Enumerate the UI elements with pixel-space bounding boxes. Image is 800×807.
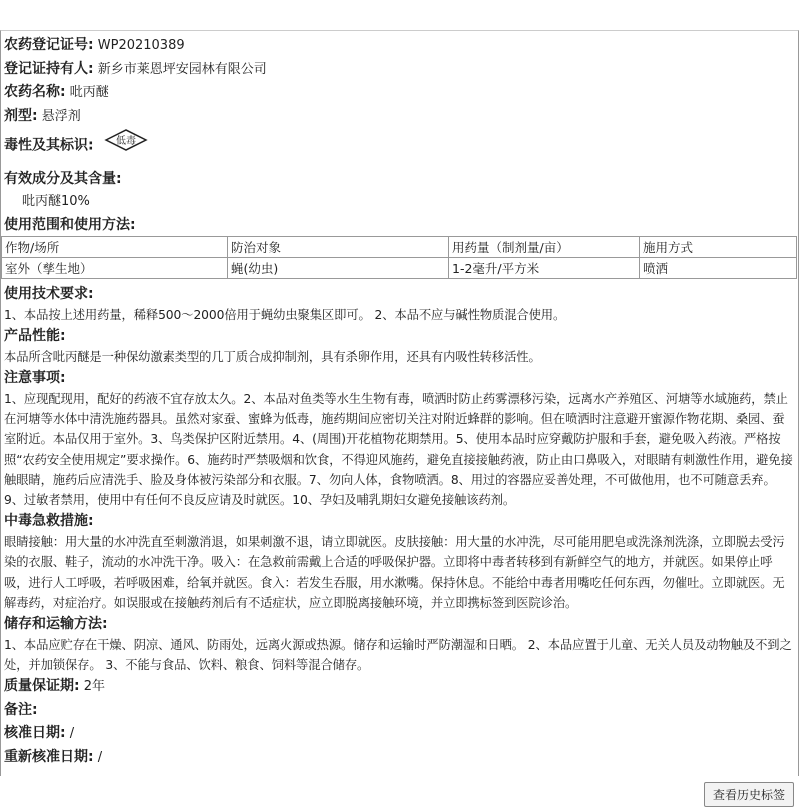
table-header-row: 作物/场所 防治对象 用药量（制剂量/亩） 施用方式 <box>2 236 797 257</box>
toxicity-row: 毒性及其标识: 低毒 <box>4 128 795 164</box>
name-row: 农药名称: 吡丙醚 <box>4 84 109 100</box>
view-history-label-button[interactable]: 查看历史标签 <box>704 782 794 807</box>
reapprove-row: 重新核准日期: / <box>4 748 103 765</box>
table-row: 室外（孳生地） 蝇(幼虫) 1-2毫升/平方米 喷洒 <box>2 257 797 278</box>
ingredient-value: 吡丙醚10% <box>22 193 90 209</box>
ingredient-row: 有效成分及其含量: <box>4 171 122 187</box>
section-text: 1、本品按上述用药量，稀释500～2000倍用于蝇幼虫聚集区即可。 2、本品不应与碱性物质混合使用。 <box>4 307 566 322</box>
section-text: 眼睛接触：用大量的水冲洗直至刺激消退，如果刺激不退，请立即就医。皮肤接触：用大量的水冲洗，尽可能用肥皂或洗涤剂洗涤，立即脱去受污染的衣服、鞋子，流动的水冲洗干净。吸入：在急救前需戴上合适的呼吸保护器。立即将中毒者转移到有新鲜空气的地方，并就医。如果停止呼吸，进行人工呼吸，若呼吸困难，给氧并就医。食入：若发生吞服，用水漱嘴。保持休息。不能给中毒者用嘴吃任何东西，勿催吐。立即就医。无解毒药，对症治疗。如误服或在接触药剂后有不适症状，应立即脱离接触环境，并立即携标签到医院诊治。 <box>4 535 785 610</box>
label-document <box>0 30 799 776</box>
section-text: 1、本品应贮存在干燥、阴凉、通风、防雨处，远离火源或热源。储存和运输时严防潮湿和日晒。 2、本品应置于儿童、无关人员及动物触及不到之处，并加锁保存。 3、不能与食品、饮料、粮食、饲料等混合储存。 <box>4 637 792 673</box>
section-title: 产品性能: <box>4 327 66 344</box>
form-row: 剂型: 悬浮剂 <box>4 107 81 124</box>
approve-row: 核准日期: / <box>4 725 75 742</box>
section-title: 使用技术要求: <box>4 285 94 302</box>
section-text: 本品所含吡丙醚是一种保幼激素类型的几丁质合成抑制剂，具有杀卵作用，还具有内吸性转移活性。 <box>4 349 541 364</box>
holder-row: 登记证持有人: 新乡市莱恩坪安园林有限公司 <box>4 60 267 77</box>
reg-no-row: 农药登记证号: WP20210389 <box>4 37 185 53</box>
remark-row: 备注: <box>4 701 38 718</box>
section-title: 储存和运输方法: <box>4 615 108 632</box>
low-toxicity-icon <box>104 128 148 164</box>
section-text: 1、应现配现用，配好的药液不宜存放太久。2、本品对鱼类等水生生物有毒，喷洒时防止药雾漂移污染，远离水产养殖区、河塘等水域施药，禁止在河塘等水体中清洗施药器具。虽然对家蚕、蜜蜂为低毒，施药期间应密切关注对附近蜂群的影响。但在喷洒时注意避开蜜源作物花期、桑园、蚕室附近。本品仅用于室外。3、鸟类保护区附近禁用。4、(周围)开花植物花期禁用。5、使用本品时应穿戴防护服和手套，避免吸入药液。严格按照“农药安全使用规定”要求操作。6、施药时严禁吸烟和饮食，不得迎风施药，避免直接接触药液，防止由口鼻吸入，对眼睛有刺激性作用，避免接触眼睛，施药后应清洗手、脸及身体被污染部分和衣服。7、勿向人体，食物喷洒。8、用过的容器应妥善处理，不可做他用，也不可随意丢弃。9、过敏者禁用，使用中有任何不良反应请及时就医。10、孕妇及哺乳期妇女避免接触该药剂。 <box>4 391 793 507</box>
section-title: 注意事项: <box>4 369 66 386</box>
svg-text:低毒: 低毒 <box>115 136 136 147</box>
usage-table <box>1 236 797 279</box>
section-title: 中毒急救措施: <box>4 513 94 530</box>
warranty-row: 质量保证期: 2年 <box>4 678 106 695</box>
usage-title: 使用范围和使用方法: <box>4 216 136 233</box>
